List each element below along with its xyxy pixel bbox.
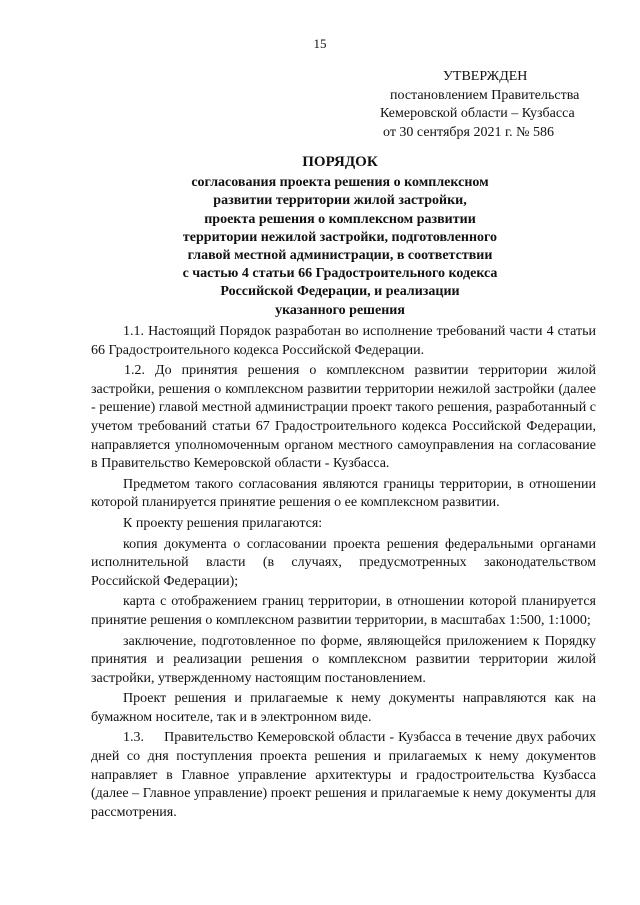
page-number: 15 — [313, 36, 327, 51]
paragraph: Предметом такого согласования являются границы территории, в отношении которой планируется принятие решения о ее комплексном развитии. — [91, 476, 596, 511]
document-heading — [90, 153, 590, 320]
approval-line: Кемеровской области – Кузбасса — [380, 106, 575, 121]
paragraph: заключение, подготовленное по форме, являющейся приложением к Порядку принятия и реализации решения о комплексном развитии территории жилой застройки, утвержденному настоящим постановлением. — [91, 633, 596, 686]
heading-line: с частью 4 статьи 66 Градостроительного кодекса — [182, 266, 498, 282]
heading-title: ПОРЯДОК — [302, 154, 378, 170]
heading-line: развитии территории жилой застройки, — [213, 193, 467, 209]
paragraph-1-2: 1.2. До принятия решения о комплексном развитии территории жилой застройки, решения о комплексном развитии территории нежилой застройки (далее - решение) главой местной администрации проект такого решения, разработанный с учетом требований статьи 67 Градостроительного кодекса Российской Федерации, направляется уполномоченным органом местного самоуправления на согласование в Правительство Кемеровской области - Кузбасса. — [91, 363, 596, 472]
heading-line: главой местной администрации, в соответствии — [187, 248, 493, 264]
heading-line: Российской Федерации, и реализации — [220, 284, 460, 300]
approval-line: постановлением Правительства — [390, 87, 580, 103]
paragraph-1-1: 1.1. Настоящий Порядок разработан во исполнение требований части 4 статьи 66 Градостроительного кодекса Российской Федерации. — [91, 324, 596, 358]
approval-line: от 30 сентября 2021 г. № 586 — [383, 124, 554, 140]
paragraph: карта с отображением границ территории, в отношении которой планируется принятие решения о комплексном развитии территории, в масштабах 1:500, 1:1000; — [91, 594, 596, 628]
heading-line: проекта решения о комплексном развитии — [204, 211, 476, 227]
heading-line: территории нежилой застройки, подготовленного — [182, 229, 498, 245]
approval-title: УТВЕРЖДЕН — [443, 69, 528, 84]
document-body — [91, 323, 600, 824]
paragraph: К проекту решения прилагаются: — [123, 515, 323, 531]
paragraph-1-3: 1.3. Правительство Кемеровской области - Кузбасса в течение двух рабочих дней со дня поступления проекта решения и прилагаемых к нему документов направляет в Главное управление архитектуры и градостроительства Кузбасса (далее – Главное управление) проект решения и прилагаемые к нему документы для рассмотрения. — [91, 730, 600, 820]
heading-line: согласования проекта решения о комплексном — [191, 175, 489, 191]
paragraph: копия документа о согласовании проекта решения федеральными органами исполнительной власти (в случаях, предусмотренных законодательством Российской Федерации); — [91, 536, 596, 589]
paragraph: Проект решения и прилагаемые к нему документы направляются как на бумажном носителе, так и в электронном виде. — [91, 691, 596, 725]
heading-line: указанного решения — [275, 302, 405, 318]
approval-block — [380, 68, 579, 142]
